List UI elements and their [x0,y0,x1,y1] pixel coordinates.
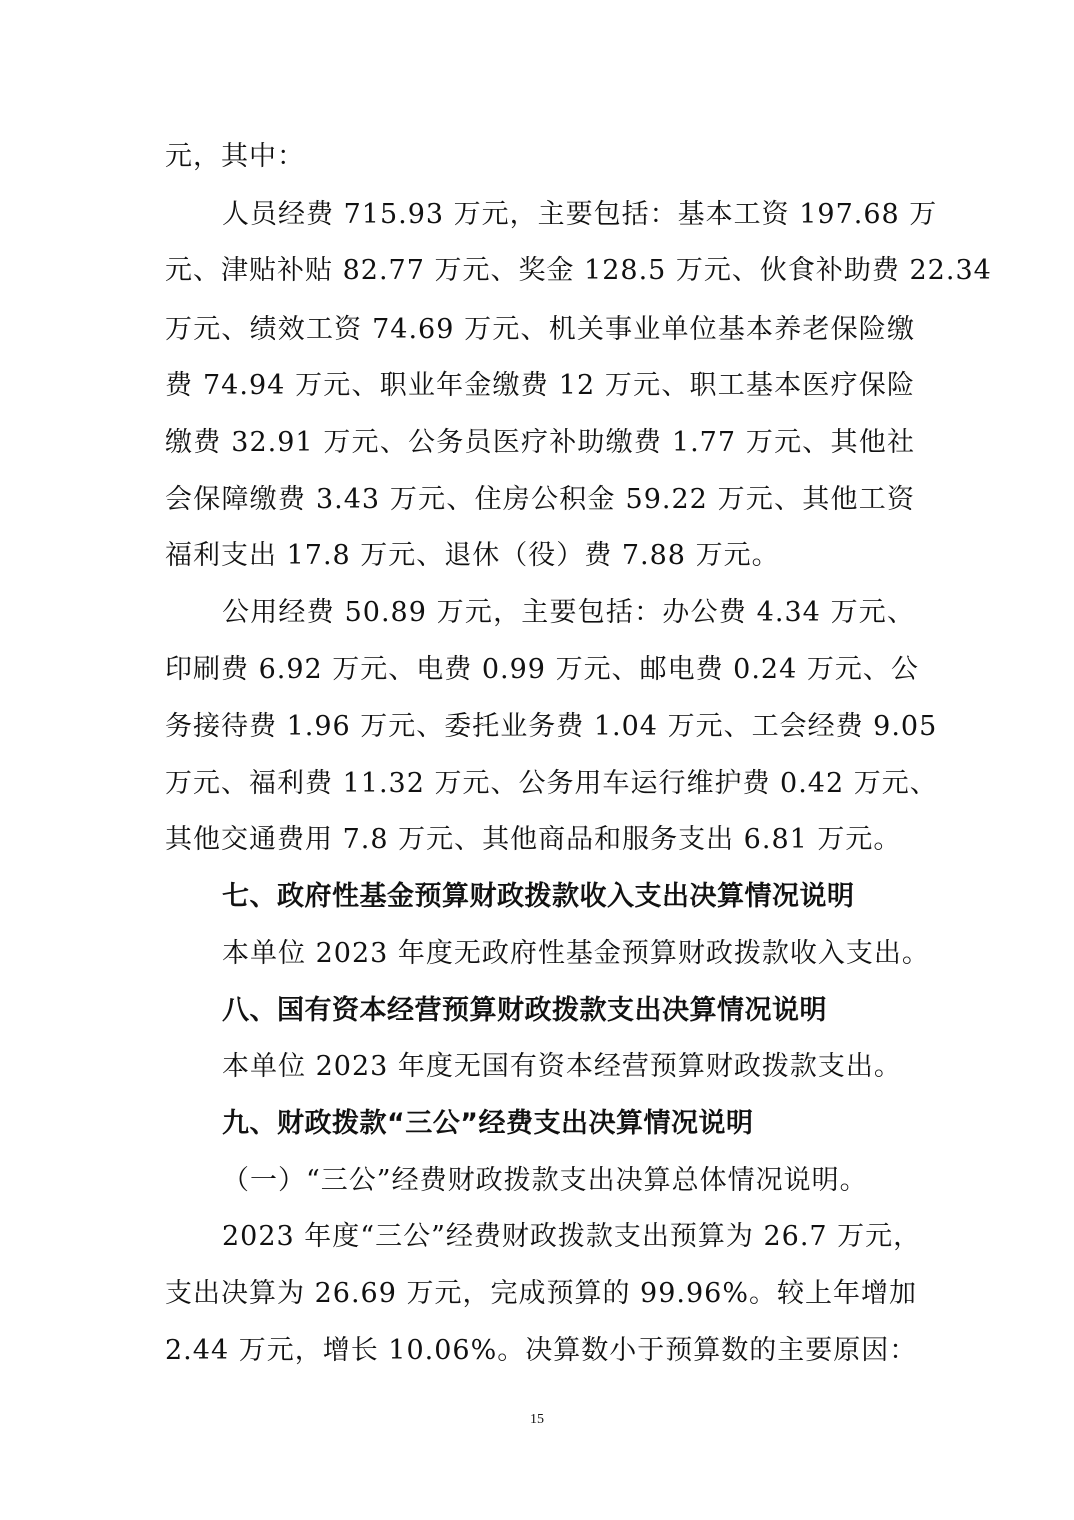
text-line: 2.44 万元，增长 10.06%。决算数小于预算数的主要原因： [165,1335,918,1366]
text-line: 元、津贴补贴 82.77 万元、奖金 128.5 万元、伙食补助费 22.34 [165,255,992,286]
text-line: 务接待费 1.96 万元、委托业务费 1.04 万元、工会经费 9.05 [165,711,938,742]
text-line: 支出决算为 26.69 万元，完成预算的 99.96%。较上年增加 [165,1278,917,1309]
text-line: 公用经费 50.89 万元，主要包括：办公费 4.34 万元、 [222,597,915,628]
page-number: 15 [530,1412,544,1427]
text-line: 本单位 2023 年度无政府性基金预算财政拨款收入支出。 [222,938,930,969]
text-line: 元，其中： [165,141,305,172]
text-line: 本单位 2023 年度无国有资本经营预算财政拨款支出。 [222,1051,902,1082]
text-line: 其他交通费用 7.8 万元、其他商品和服务支出 6.81 万元。 [165,824,902,855]
text-line: 万元、福利费 11.32 万元、公务用车运行维护费 0.42 万元、 [165,768,938,799]
section-heading: 八、国有资本经营预算财政拨款支出决算情况说明 [222,995,827,1026]
text-line: 缴费 32.91 万元、公务员医疗补助缴费 1.77 万元、其他社 [165,427,915,458]
section-heading: 九、财政拨款“三公”经费支出决算情况说明 [222,1108,754,1139]
section-heading: 七、政府性基金预算财政拨款收入支出决算情况说明 [222,881,855,912]
text-line: 万元、绩效工资 74.69 万元、机关事业单位基本养老保险缴 [165,314,915,345]
text-line: 人员经费 715.93 万元，主要包括：基本工资 197.68 万 [222,199,938,230]
text-line: 2023 年度“三公”经费财政拨款支出预算为 26.7 万元， [222,1221,922,1252]
text-line: 费 74.94 万元、职业年金缴费 12 万元、职工基本医疗保险 [165,370,915,401]
subsection-heading: （一）“三公”经费财政拨款支出决算总体情况说明。 [222,1165,868,1196]
text-line: 会保障缴费 3.43 万元、住房公积金 59.22 万元、其他工资 [165,484,915,515]
text-line: 印刷费 6.92 万元、电费 0.99 万元、邮电费 0.24 万元、公 [165,654,919,685]
text-line: 福利支出 17.8 万元、退休（役）费 7.88 万元。 [165,540,780,571]
